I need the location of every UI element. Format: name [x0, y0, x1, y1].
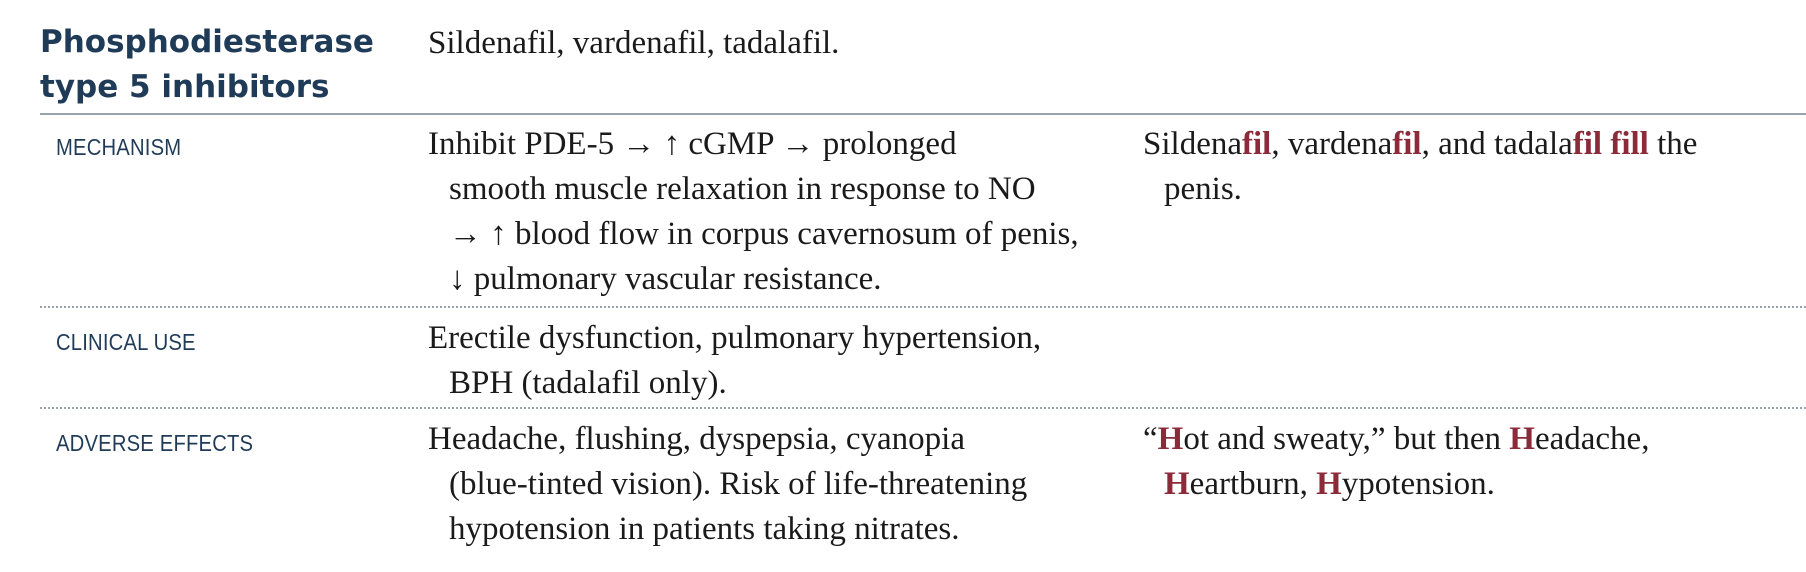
mnemonic-highlight: H — [1509, 421, 1535, 457]
mechanism-mnemonic-line-1 — [1143, 122, 1697, 167]
adverse-effects-text — [428, 417, 1027, 552]
mechanism-line-2: smooth muscle relaxation in response to NO — [449, 171, 1036, 207]
mechanism-line-1: Inhibit PDE-5 → ↑ cGMP → prolonged — [428, 126, 957, 162]
mnemonic-text: eadache, — [1534, 421, 1650, 457]
drug-list: Sildenafil, vardenafil, tadalafil. — [428, 25, 840, 61]
drug-class-title-line2: type 5 inhibitors — [40, 69, 330, 105]
mnemonic-highlight: H — [1316, 466, 1342, 502]
row-label-clinical-use: CLINICAL USE — [56, 329, 196, 355]
row-divider — [40, 306, 1806, 308]
adverse-effects-line-1: Headache, flushing, dyspepsia, cyanopia — [428, 421, 965, 457]
drug-class-title — [40, 20, 400, 110]
adverse-mnemonic-line-2 — [1143, 462, 1649, 507]
mnemonic-text: , vardena — [1271, 126, 1393, 162]
mnemonic-highlight: H — [1164, 466, 1190, 502]
mechanism-line-4: ↓ pulmonary vascular resistance. — [449, 261, 882, 297]
mnemonic-text: the — [1648, 126, 1698, 162]
adverse-effects-line-2: (blue-tinted vision). Risk of life-threatening — [449, 466, 1028, 502]
header-divider — [40, 113, 1806, 115]
mnemonic-text: “ — [1143, 421, 1158, 457]
mechanism-line-3: → ↑ blood flow in corpus cavernosum of penis, — [449, 216, 1079, 252]
mnemonic-text: ot and sweaty,” but then — [1183, 421, 1510, 457]
mnemonic-highlight: fil fill — [1572, 126, 1649, 162]
adverse-effects-mnemonic — [1143, 417, 1649, 507]
row-label-adverse-effects: ADVERSE EFFECTS — [56, 430, 254, 456]
drug-class-title-line1: Phosphodiesterase — [40, 24, 374, 60]
row-label-mechanism: MECHANISM — [56, 134, 182, 160]
mnemonic-text: Sildena — [1143, 126, 1242, 162]
clinical-use-line-1: Erectile dysfunction, pulmonary hypertension, — [428, 320, 1042, 356]
mnemonic-text: eartburn, — [1189, 466, 1317, 502]
adverse-effects-line-3: hypotension in patients taking nitrates. — [449, 511, 960, 547]
mnemonic-highlight: fil — [1392, 126, 1422, 162]
row-divider — [40, 407, 1806, 409]
clinical-use-text — [428, 316, 1041, 406]
adverse-mnemonic-line-1 — [1143, 417, 1649, 462]
mnemonic-highlight: fil — [1241, 126, 1272, 162]
clinical-use-line-2: BPH (tadalafil only). — [449, 365, 727, 401]
mnemonic-text: ypotension. — [1341, 466, 1495, 502]
mechanism-text — [428, 122, 1079, 302]
mnemonic-highlight: H — [1157, 421, 1184, 457]
mechanism-mnemonic — [1143, 122, 1697, 212]
mechanism-mnemonic-line-2: penis. — [1164, 171, 1242, 207]
mnemonic-text: , and tadala — [1421, 126, 1573, 162]
